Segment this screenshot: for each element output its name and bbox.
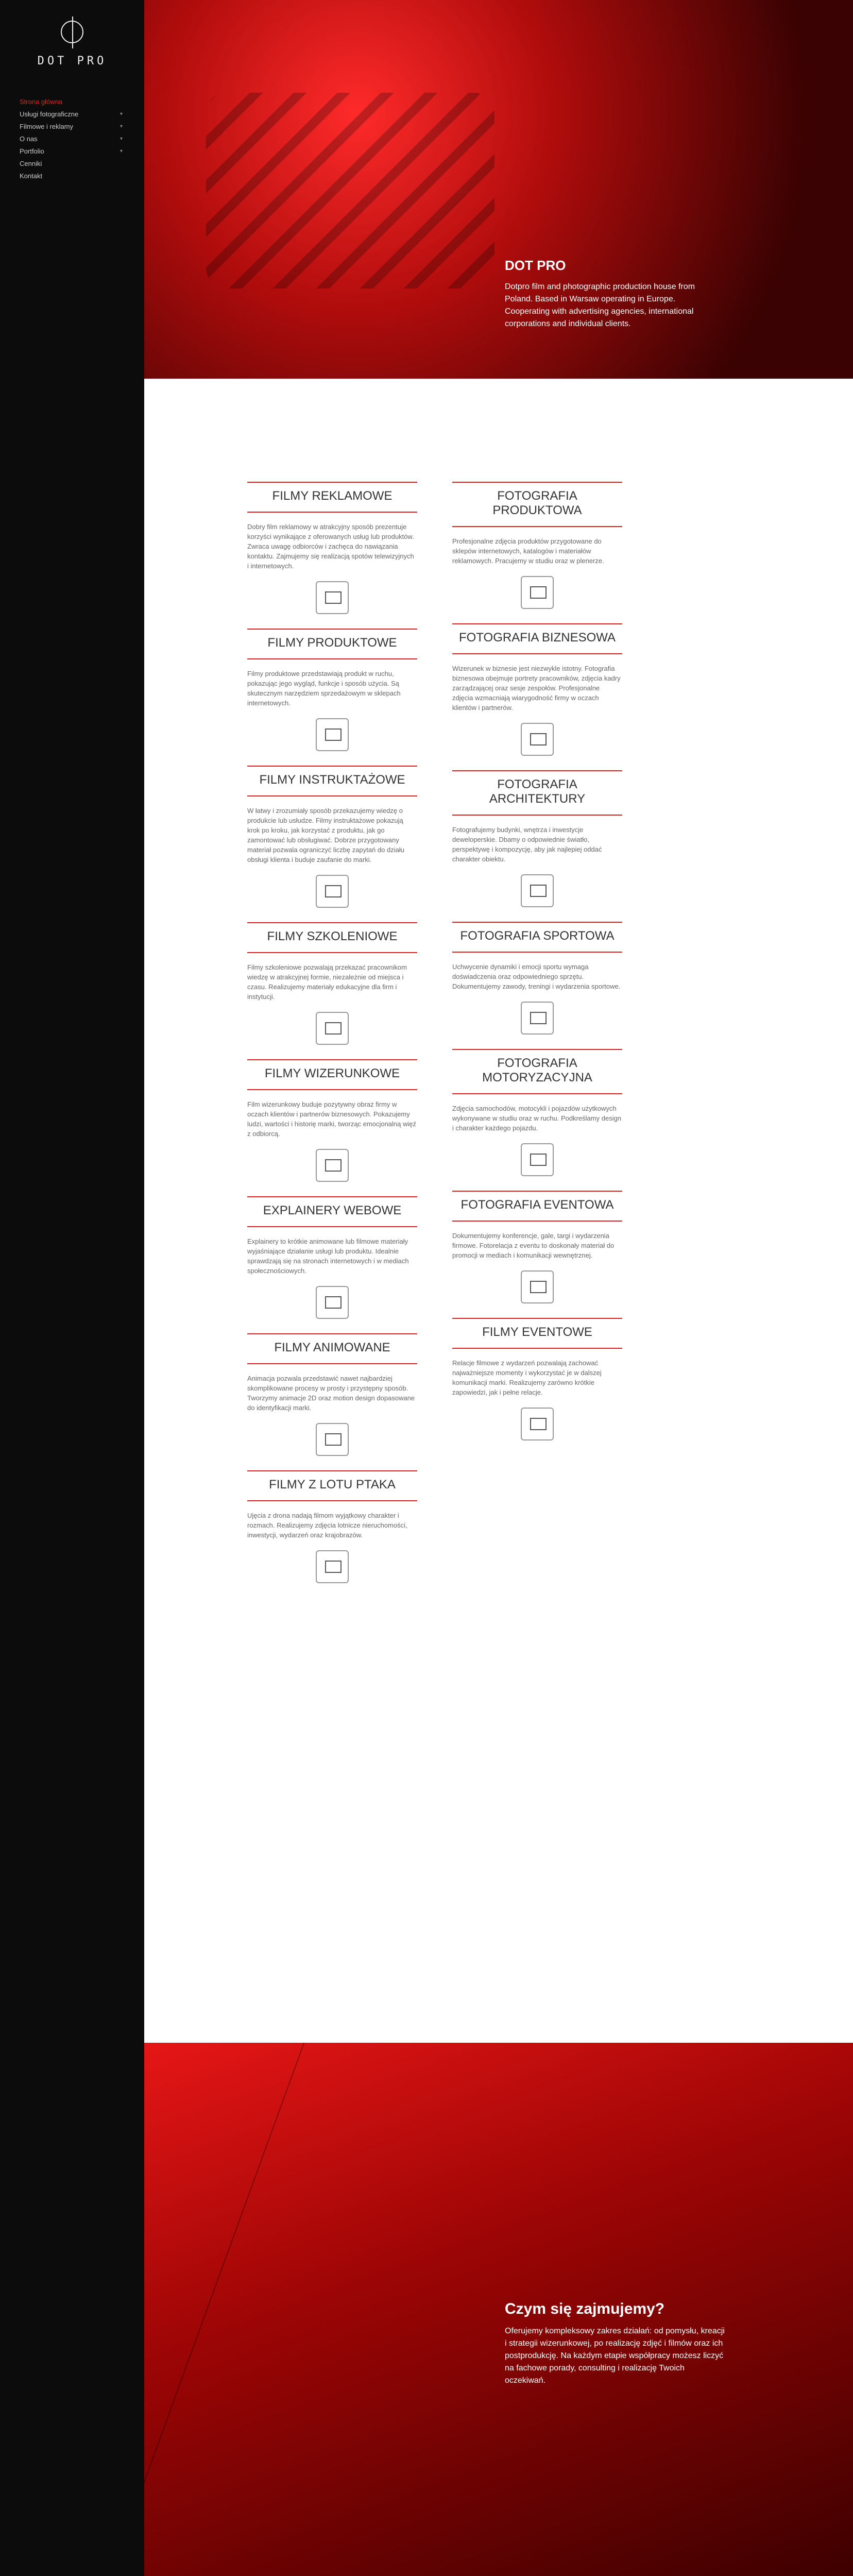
service-text: Filmy produktowe przedstawiają produkt w ruchu, pokazując jego wygląd, funkcje i sposób użycia. Są skutecznym narzędziem sprzedażowym w sklepach internetowych. [247,670,401,707]
drone-icon [316,1550,349,1583]
service-title[interactable]: FOTOGRAFIA PRODUKTOWA [452,482,622,527]
service-title[interactable]: FOTOGRAFIA SPORTOWA [452,922,622,953]
camera-icon [521,576,554,609]
service-card [452,922,622,1035]
service-title[interactable]: FOTOGRAFIA EVENTOWA [452,1191,622,1222]
service-title[interactable]: FILMY INSTRUKTAŻOWE [247,766,417,796]
event-video-icon [521,1408,554,1440]
service-text: Film wizerunkowy buduje pozytywny obraz firmy w oczach klientów i partnerów biznesowych. Pokazujemy ludzi, wartości i historię marki, tworząc emocjonalną więź z odbiorcą. [247,1100,417,1138]
service-text: Animacja pozwala przedstawić nawet najbardziej skomplikowane procesy w prosty i przystępny sposób. Tworzymy animacje 2D oraz motion design dopasowane do identyfikacji marki. [247,1375,415,1412]
service-text: Ujęcia z drona nadają filmom wyjątkowy charakter i rozmach. Realizujemy zdjęcia lotnicze nieruchomości, inwestycji, wydarzeń oraz krajobrazów. [247,1512,407,1539]
main-nav [20,96,123,182]
chevron-down-icon: ▾ [120,136,123,142]
building-image [144,2043,304,2576]
event-icon [521,1270,554,1303]
nav-item-pricing[interactable]: Cenniki [20,160,42,167]
service-card [247,629,417,751]
product-box-icon [316,718,349,751]
service-card [247,1196,417,1319]
nav-item-about[interactable]: O nas ▾ [20,133,123,145]
service-text: Dokumentujemy konferencje, gale, targi i wydarzenia firmowe. Fotorelacja z eventu to doskonały materiał do promocji w mediach i komunikacji wewnętrznej. [452,1232,615,1259]
web-explainer-icon [316,1286,349,1319]
service-title[interactable]: FOTOGRAFIA MOTORYZACYJNA [452,1049,622,1094]
service-card [452,1318,622,1440]
car-icon [521,1143,554,1176]
brand-logo[interactable] [31,21,113,67]
service-title[interactable]: FILMY Z LOTU PTAKA [247,1470,417,1501]
service-title[interactable]: FILMY WIZERUNKOWE [247,1059,417,1090]
service-text: Dobry film reklamowy w atrakcyjny sposób prezentuje korzyści wynikające z oferowanych usług lub produktów. Zwraca uwagę odbiorców i zachęca do nawiązania kontaktu. Zajmujemy się realizacją spotów telewizyjnych i internetowych. [247,523,414,570]
service-card [247,766,417,908]
chevron-down-icon: ▾ [120,148,123,154]
service-text: Zdjęcia samochodów, motocykli i pojazdów użytkowych wykonywane w studiu oraz w ruchu. Podkreślamy design i charakter każdego pojazdu. [452,1105,622,1132]
service-text: Profesjonalne zdjęcia produktów przygotowane do sklepów internetowych, katalogów i materiałów reklamowych. Pracujemy w studiu oraz w plenerze. [452,537,604,565]
service-card [247,922,417,1045]
service-text: Wizerunek w biznesie jest niezwykle istotny. Fotografia biznesowa obejmuje portrety pracowników, zdjęcia kadry zarządzającej oraz sesje zespołów. Profesjonalne zdjęcia wzmacniają wiarygodność firmy w oczach klientów i partnerów. [452,665,621,711]
about-title: Czym się zajmujemy? [505,2300,665,2317]
service-card [247,1333,417,1456]
service-title[interactable]: FILMY REKLAMOWE [247,482,417,513]
services-left-column [247,482,417,1598]
training-board-icon [316,1012,349,1045]
service-card [247,1059,417,1182]
about-text: Oferujemy kompleksowy zakres działań: od pomysłu, kreacji i strategii wizerunkowej, po realizację zdjęć i filmów oraz ich postprodukcję. Na każdym etapie współpracy możesz liczyć na fachowe porady, consulting i realizację Twoich oczekiwań. [505,2327,725,2385]
logo-mark-icon [61,21,83,43]
service-card [247,1470,417,1583]
service-title[interactable]: FOTOGRAFIA ARCHITEKTURY [452,770,622,816]
service-text: Relacje filmowe z wydarzeń pozwalają zachować najważniejsze momenty i wykorzystać je w dalszej komunikacji marki. Realizujemy zarówno krótkie zapowiedzi, jak i pełne relacje. [452,1359,602,1396]
chevron-down-icon: ▾ [120,124,123,129]
architecture-icon [521,874,554,907]
service-card [452,770,622,907]
business-portrait-icon [521,723,554,756]
hero-title: DOT PRO [505,258,566,273]
hero-banner [144,0,853,379]
service-text: Explainery to krótkie animowane lub filmowe materiały wyjaśniające działanie usługi lub produktu. Idealnie sprawdzają się na stronach internetowych i w mediach społecznościowych. [247,1238,409,1275]
services-right-column [452,482,622,1455]
services-section [144,379,853,2043]
nav-item-photo[interactable]: Usługi fotograficzne ▾ [20,108,123,121]
service-title[interactable]: EXPLAINERY WEBOWE [247,1196,417,1227]
service-title[interactable]: FILMY SZKOLENIOWE [247,922,417,953]
hero-text: Dotpro film and photographic production house from Poland. Based in Warsaw operating in Europe. Cooperating with advertising agencies, international corporations and individual clients. [505,282,695,328]
service-card [247,482,417,614]
nav-item-contact[interactable]: Kontakt [20,172,43,180]
service-text: Uchwycenie dynamiki i emocji sportu wymaga doświadczenia oraz odpowiedniego sprzętu. Dokumentujemy zawody, treningi i wydarzenia sportowe. [452,963,621,990]
brand-name: DOT PRO [37,55,107,67]
service-card [452,1049,622,1176]
service-text: W łatwy i zrozumiały sposób przekazujemy wiedzę o produkcie lub usłudze. Filmy instruktażowe pokazują krok po kroku, jak korzystać z produktu, jak go zamontować lub obsługiwać. Dobrze przygotowany materiał pozwala ograniczyć liczbę zapytań do działu obsługi klienta i buduje zaufanie do marki. [247,807,404,863]
hero-camera-image [206,93,494,289]
nav-item-film[interactable]: Filmowe i reklamy ▾ [20,121,123,133]
company-building-icon [316,1149,349,1182]
service-title[interactable]: FILMY EVENTOWE [452,1318,622,1349]
service-card [452,482,622,609]
sidebar [0,0,144,2576]
service-card [452,1191,622,1303]
service-text: Fotografujemy budynki, wnętrza i inwestycje deweloperskie. Dbamy o odpowiednie światło, perspektywę i kompozycję, aby jak najlepiej oddać charakter obiektu. [452,826,602,863]
about-banner [144,2043,853,2576]
service-text: Filmy szkoleniowe pozwalają przekazać pracownikom wiedzę w atrakcyjnej formie, niezależnie od miejsca i czasu. Realizujemy materiały edukacyjne dla firm i instytucji. [247,963,407,1001]
nav-item-portfolio[interactable]: Portfolio ▾ [20,145,123,158]
nav-item-home[interactable]: Strona główna [20,98,63,106]
service-title[interactable]: FILMY PRODUKTOWE [247,629,417,659]
tutorial-screen-icon [316,875,349,908]
sport-icon [521,1002,554,1035]
film-camera-icon [316,581,349,614]
service-card [452,623,622,756]
animation-icon [316,1423,349,1456]
chevron-down-icon: ▾ [120,111,123,117]
service-title[interactable]: FOTOGRAFIA BIZNESOWA [452,623,622,654]
service-title[interactable]: FILMY ANIMOWANE [247,1333,417,1364]
